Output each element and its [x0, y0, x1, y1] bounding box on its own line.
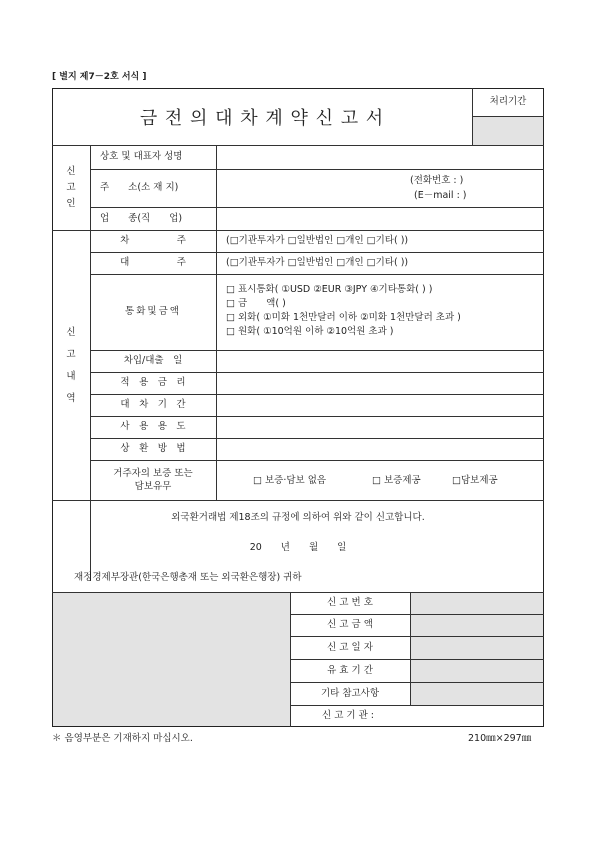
footnote: ＊ 음영부분은 기재하지 마십시오. [52, 733, 193, 744]
email-field[interactable]: (E－mail : ) [414, 190, 467, 201]
office-remarks-label: 기타 참고사항 [320, 687, 380, 699]
reporter-address-label: 주 소(소 재 지) [100, 182, 179, 194]
loan-date-label: 차입/대출 일 [123, 355, 183, 367]
currency-option-won[interactable]: □ 원화( ①10억원 이하 ②10억원 초과 ) [226, 326, 394, 337]
guarantee-option-guarantee[interactable]: □ 보증제공 [372, 475, 421, 486]
debtor-options[interactable]: (□기관투자가 □일반법인 □개인 □기타( )) [226, 257, 409, 269]
currency-option-amount[interactable]: □ 금 액( ) [226, 298, 286, 309]
page-title: 금 전 의 대 차 계 약 신 고 서 [139, 107, 385, 129]
loan-period-field[interactable] [217, 395, 543, 415]
paper-size: 210㎜×297㎜ [468, 733, 532, 744]
reporter-section-label: 신 고 인 [66, 165, 76, 209]
office-report-number-label: 신 고 번 호 [327, 597, 373, 609]
declaration-addressee: 재정경제부장관(한국은행총재 또는 외국환은행장) 귀하 [74, 572, 302, 583]
processing-period-field [473, 117, 543, 145]
office-use-value-area [411, 593, 543, 705]
guarantee-option-collateral[interactable]: □담보제공 [452, 475, 498, 486]
office-validity-label: 유 효 기 간 [327, 664, 373, 676]
interest-rate-label: 적 용 금 리 [120, 377, 186, 389]
details-section-label: 신 고 내 역 [66, 326, 76, 404]
currency-option-denomination[interactable]: □ 표시통화( ①USD ②EUR ③JPY ④기타통화( ) ) [226, 284, 433, 295]
loan-date-field[interactable] [217, 351, 543, 371]
reporter-business-field[interactable] [217, 208, 543, 229]
usage-field[interactable] [217, 417, 543, 437]
declaration-date[interactable]: 20 년 월 일 [249, 542, 347, 554]
reporter-business-label: 업 종(직 업) [100, 212, 183, 224]
phone-field[interactable]: (전화번호 : ) [410, 175, 464, 186]
creditor-options[interactable]: (□기관투자가 □일반법인 □개인 □기타( )) [226, 235, 409, 247]
reporter-address-field[interactable] [217, 170, 543, 206]
office-use-shaded-area [53, 593, 290, 726]
usage-label: 사 용 용 도 [120, 421, 186, 433]
reporter-name-label: 상호 및 대표자 성명 [100, 151, 183, 163]
currency-amount-label: 통화및금액 [125, 306, 181, 318]
guarantee-option-none[interactable]: □ 보증·담보 없음 [253, 475, 327, 486]
currency-option-foreign[interactable]: □ 외화( ①미화 1천만달러 이하 ②미화 1천만달러 초과 ) [226, 312, 461, 323]
creditor-label: 차 주 [120, 235, 186, 247]
office-report-date-label: 신 고 일 자 [327, 641, 373, 653]
processing-period-label: 처리기간 [489, 96, 527, 108]
repayment-method-label: 상 환 방 법 [120, 443, 186, 455]
repayment-method-field[interactable] [217, 439, 543, 459]
debtor-label: 대 주 [120, 257, 186, 269]
currency-amount-field[interactable] [226, 283, 542, 345]
reporter-name-field[interactable] [217, 146, 543, 168]
loan-period-label: 대 차 기 간 [120, 399, 186, 411]
interest-rate-field[interactable] [217, 373, 543, 393]
guarantee-label: 거주자의 보증 또는 담보유무 [113, 468, 193, 492]
declaration-statement: 외국환거래법 제18조의 규정에 의하여 위와 같이 신고합니다. [171, 512, 425, 524]
office-report-amount-label: 신 고 금 액 [327, 619, 373, 631]
form-number: [ 별지 제7－2호 서식 ] [52, 72, 147, 82]
office-authority-label: 신 고 기 관 : [322, 710, 374, 721]
